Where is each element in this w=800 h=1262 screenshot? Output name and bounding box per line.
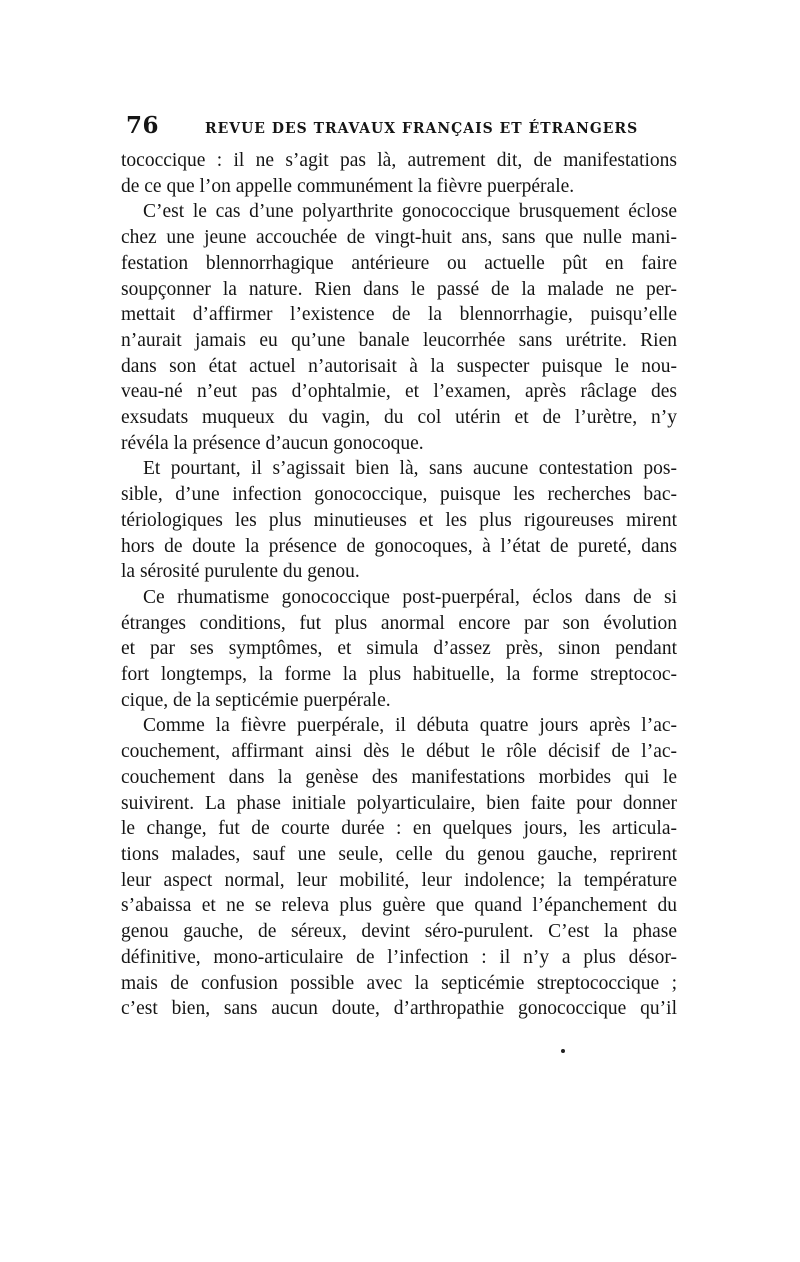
text-line: suivirent. La phase initiale polyarticulaire, bien faite pour donner [121, 792, 677, 814]
text-line: tions malades, sauf une seule, celle du genou gauche, reprirent [121, 843, 677, 865]
text-line: C’est le cas d’une polyarthrite gonococcique brusquement éclose [143, 201, 677, 223]
running-header [126, 112, 674, 140]
text-line: définitive, mono-articulaire de l’infection : il n’y a plus désor- [121, 946, 677, 968]
running-title: REVUE DES TRAVAUX FRANÇAIS ET ÉTRANGERS [205, 119, 639, 137]
text-line: chez une jeune accouchée de vingt-huit ans, sans que nulle mani- [121, 227, 677, 249]
print-speck [561, 1049, 565, 1053]
text-line: couchement dans la genèse des manifestations morbides qui le [121, 766, 677, 788]
text-line: soupçonner la nature. Rien dans le passé de la malade ne per- [121, 278, 677, 300]
text-line: c’est bien, sans aucun doute, d’arthropathie gonococcique qu’il [121, 998, 677, 1020]
text-line: leur aspect normal, leur mobilité, leur indolence; la température [121, 869, 677, 891]
text-line: étranges conditions, fut plus anormal encore par son évolution [121, 612, 677, 634]
text-line: s’abaissa et ne se releva plus guère que quand l’épanchement du [121, 895, 677, 917]
text-line: festation blennorrhagique antérieure ou actuelle pût en faire [121, 252, 677, 274]
text-line: tériologiques les plus minutieuses et les plus rigoureuses mirent [121, 509, 677, 531]
text-line: Comme la fièvre puerpérale, il débuta quatre jours après l’ac- [143, 715, 677, 737]
text-line: fort longtemps, la forme la plus habituelle, la forme streptococ- [121, 664, 677, 686]
text-line: couchement, affirmant ainsi dès le début le rôle décisif de l’ac- [121, 741, 677, 763]
text-line: révéla la présence d’aucun gonocoque. [121, 432, 424, 454]
text-line: mettait d’affirmer l’existence de la blennorrhagie, puisqu’elle [121, 304, 677, 326]
text-line: et par ses symptômes, et simula d’assez près, sinon pendant [121, 638, 677, 660]
text-line: veau-né n’eut pas d’ophtalmie, et l’examen, après râclage des [121, 381, 677, 403]
text-line: cique, de la septicémie puerpérale. [121, 689, 391, 711]
text-line: hors de doute la présence de gonocoques, à l’état de pureté, dans [121, 535, 677, 557]
text-line: genou gauche, de séreux, devint séro-purulent. C’est la phase [121, 921, 677, 943]
text-line: de ce que l’on appelle communément la fièvre puerpérale. [121, 175, 575, 197]
page-number: 76 [126, 112, 160, 139]
text-line: le change, fut de courte durée : en quelques jours, les articula- [121, 818, 677, 840]
text-line: la sérosité purulente du genou. [121, 561, 360, 583]
body-text [121, 148, 677, 1022]
text-line: tococcique : il ne s’agit pas là, autrement dit, de manifestations [121, 150, 677, 171]
text-line: dans son état actuel n’autorisait à la suspecter puisque le nou- [121, 355, 677, 377]
text-line: Ce rhumatisme gonococcique post-puerpéral, éclos dans de si [143, 586, 677, 608]
text-line: Et pourtant, il s’agissait bien là, sans aucune contestation pos- [143, 458, 677, 480]
text-line: exsudats muqueux du vagin, du col utérin et de l’urètre, n’y [121, 407, 677, 429]
text-line: mais de confusion possible avec la septicémie streptococcique ; [121, 972, 677, 994]
text-line: n’aurait jamais eu qu’une banale leucorrhée sans urétrite. Rien [121, 329, 677, 351]
text-line: sible, d’une infection gonococcique, puisque les recherches bac- [121, 484, 677, 506]
